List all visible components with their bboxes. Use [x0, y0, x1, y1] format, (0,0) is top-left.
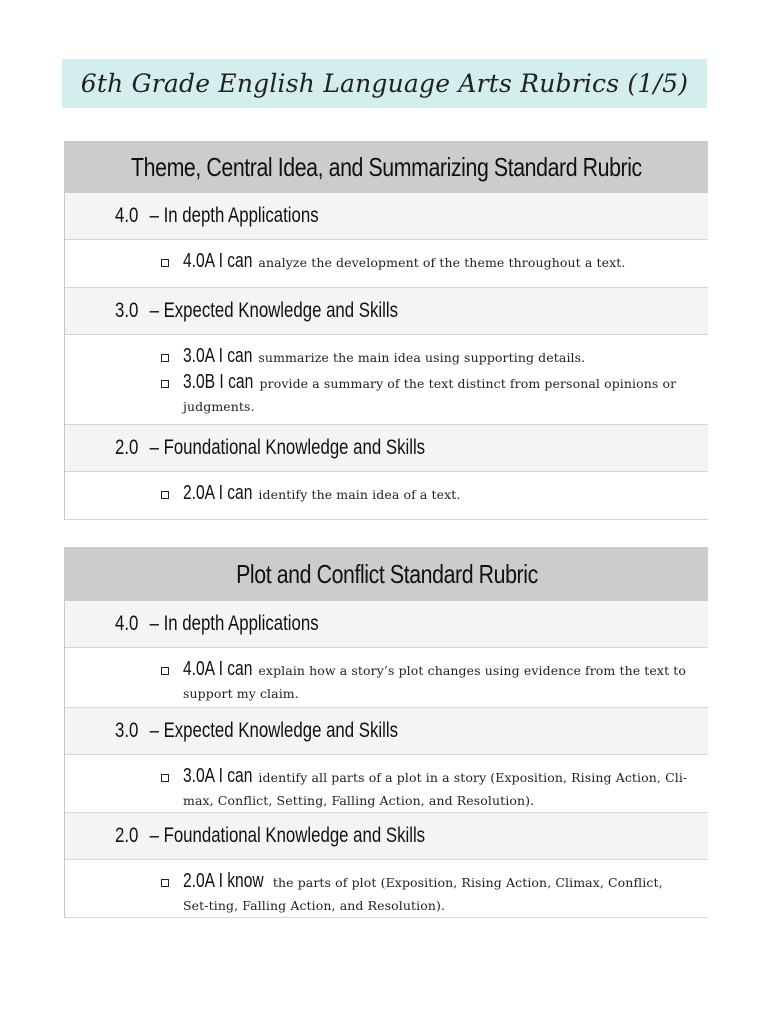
item-text: analyze the development of the theme throughout a text.: [258, 255, 626, 270]
level-label: – Foundational Knowledge and Skills: [149, 436, 426, 459]
level-items: [65, 755, 708, 813]
checkbox-bullet-icon: [161, 667, 169, 675]
checkbox-bullet-icon: [161, 879, 169, 887]
level-items: [65, 335, 708, 425]
item-text: identify the main idea of a text.: [258, 487, 461, 502]
level-row-3: [65, 708, 708, 755]
item-text: explain how a story’s plot changes using evidence from the text to support my claim.: [183, 663, 687, 701]
page-title: 6th Grade English Language Arts Rubrics (1/5): [62, 59, 707, 108]
level-label: – Expected Knowledge and Skills: [149, 719, 398, 742]
level-label: – Expected Knowledge and Skills: [149, 299, 398, 322]
rubric-plot: [64, 547, 708, 918]
level-row-2: [65, 813, 708, 860]
level-items: [65, 860, 708, 918]
list-item: [161, 250, 690, 274]
list-item: [161, 371, 690, 418]
checkbox-bullet-icon: [161, 380, 169, 388]
rubric-title: Plot and Conflict Standard Rubric: [65, 547, 708, 601]
level-items: [65, 648, 708, 708]
checkbox-bullet-icon: [161, 491, 169, 499]
level-row-4: [65, 601, 708, 648]
level-items: [65, 240, 708, 288]
level-label: – Foundational Knowledge and Skills: [149, 824, 426, 847]
level-number: 3.0: [115, 719, 139, 742]
level-row-3: [65, 288, 708, 335]
level-row-4: [65, 193, 708, 240]
rubric-theme: [64, 141, 708, 520]
checkbox-bullet-icon: [161, 774, 169, 782]
list-item: [161, 870, 690, 917]
item-code: 3.0A I can: [183, 765, 253, 787]
item-code: 2.0A I can: [183, 482, 253, 504]
level-number: 3.0: [115, 299, 139, 322]
item-text: provide a summary of the text distinct from personal opinions or judgments.: [183, 376, 677, 414]
level-number: 2.0: [115, 436, 139, 459]
item-code: 4.0A I can: [183, 658, 253, 680]
item-text: summarize the main idea using supporting details.: [258, 350, 586, 365]
list-item: [161, 482, 690, 506]
rubric-title: Theme, Central Idea, and Summarizing Standard Rubric: [65, 141, 708, 193]
level-items: [65, 472, 708, 520]
level-label: – In depth Applications: [149, 612, 319, 635]
level-number: 4.0: [115, 612, 139, 635]
level-number: 2.0: [115, 824, 139, 847]
list-item: [161, 345, 690, 369]
level-row-2: [65, 425, 708, 472]
item-text: identify all parts of a plot in a story (Exposition, Rising Action, Cli-max, Conflict, Setting, Falling Action, and Resolution).: [183, 770, 688, 808]
item-code: 3.0B I can: [183, 371, 254, 393]
item-text: the parts of plot (Exposition, Rising Action, Climax, Conflict, Set-ting, Falling Action, and Resolution).: [183, 875, 663, 913]
level-label: – In depth Applications: [149, 204, 319, 227]
checkbox-bullet-icon: [161, 354, 169, 362]
checkbox-bullet-icon: [161, 259, 169, 267]
list-item: [161, 658, 690, 705]
level-number: 4.0: [115, 204, 139, 227]
item-code: 2.0A I know: [183, 870, 264, 892]
list-item: [161, 765, 690, 812]
item-code: 4.0A I can: [183, 250, 253, 272]
item-code: 3.0A I can: [183, 345, 253, 367]
